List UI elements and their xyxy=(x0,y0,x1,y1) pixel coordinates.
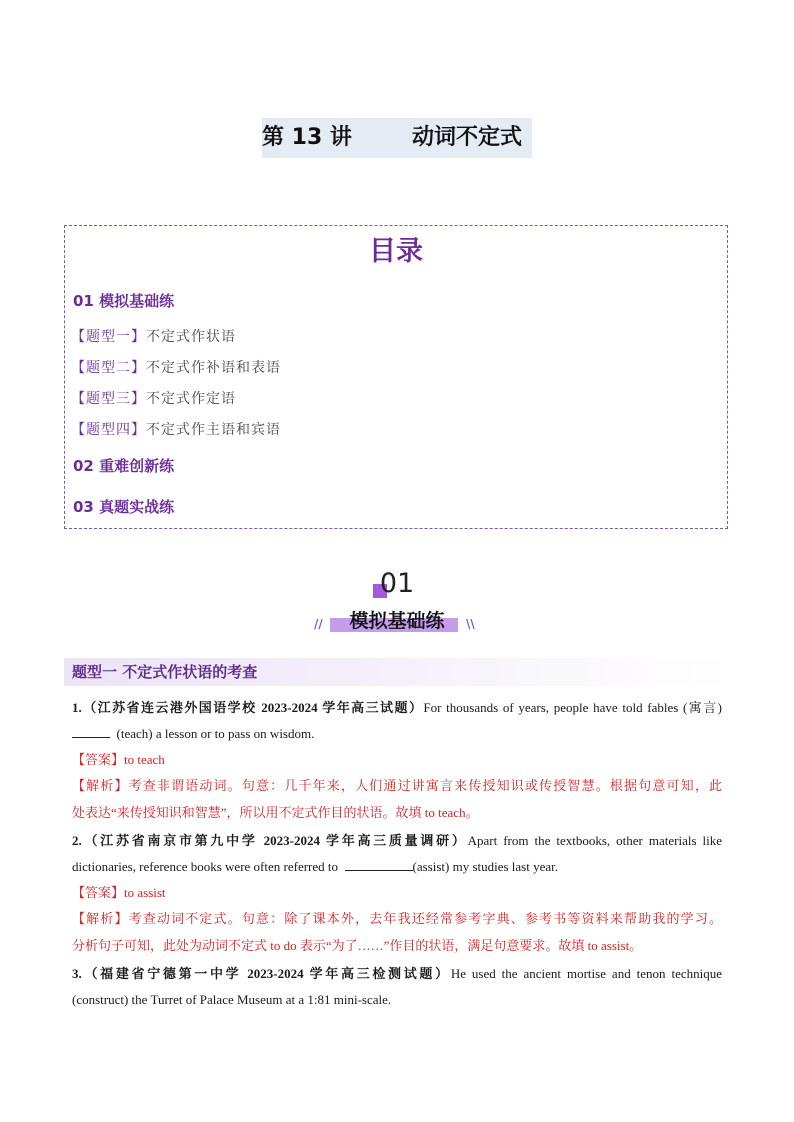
section-right-mark: \\ xyxy=(466,617,475,631)
question-1-answer xyxy=(72,751,722,769)
question-2-answer xyxy=(72,884,722,902)
toc-item-type-4[interactable] xyxy=(71,419,281,439)
question-number: 2. xyxy=(72,833,82,848)
answer-blank[interactable] xyxy=(345,858,413,871)
toc-item-type-1[interactable] xyxy=(71,326,236,346)
toc-item-type-2[interactable] xyxy=(71,357,281,377)
question-1-analysis-line-2: 处表达“来传授知识和智慧”，所以用不定式作目的状语。故填 to teach。 xyxy=(72,805,479,820)
question-text: For thousands of years, people have told fables (寓言) xyxy=(423,700,722,715)
question-source: （福建省宁德第一中学 2023-2024 学年高三检测试题） xyxy=(81,966,451,981)
question-number: 3. xyxy=(72,966,82,981)
question-1-line-1 xyxy=(72,699,722,717)
toc-item-text: 不定式作状语 xyxy=(146,329,236,345)
toc-section-03[interactable]: 03 真题实战练 xyxy=(73,498,175,516)
analysis-label: 【解析】 xyxy=(72,778,129,793)
section-number: 01 xyxy=(379,568,415,599)
question-3-line-1 xyxy=(72,965,722,983)
table-of-contents xyxy=(64,225,728,529)
question-1-analysis-line-1 xyxy=(72,777,722,795)
question-text: (assist) my studies last year. xyxy=(412,859,559,874)
answer-value: to teach xyxy=(124,752,165,767)
question-2-analysis-line-1 xyxy=(72,910,722,928)
question-source: （江苏省南京市第九中学 2023-2024 学年高三质量调研） xyxy=(81,833,468,848)
answer-blank[interactable] xyxy=(72,725,110,738)
analysis-text: 考查非谓语动词。句意：几千年来，人们通过讲寓言来传授知识或传授智慧。根据句意可知，此 xyxy=(128,778,722,793)
question-2-analysis-line-2: 分析句子可知，此处为动词不定式 to do 表示“为了……”作目的状语，满足句意要求。故填 to assist。 xyxy=(72,938,643,953)
question-text: He used the ancient mortise and tenon technique xyxy=(450,966,722,981)
lecture-number: 第 13 讲 xyxy=(262,125,352,150)
page-title xyxy=(262,118,532,158)
question-2-line-2 xyxy=(72,858,722,876)
question-number: 1. xyxy=(72,700,82,715)
answer-value: to assist xyxy=(124,885,166,900)
question-3-line-2: (construct) the Turret of Palace Museum at a 1:81 mini-scale. xyxy=(72,992,392,1007)
question-1-line-2 xyxy=(72,725,722,743)
question-type-heading: 题型一 不定式作状语的考查 xyxy=(64,658,728,686)
toc-section-01[interactable]: 01 模拟基础练 xyxy=(73,292,175,310)
toc-item-type-3[interactable] xyxy=(71,388,236,408)
analysis-text: 考查动词不定式。句意：除了课本外，去年我还经常参考字典、参考书等资料来帮助我的学习。 xyxy=(128,911,722,926)
toc-item-tag: 【题型三】 xyxy=(71,391,146,407)
answer-label: 【答案】 xyxy=(72,752,125,767)
question-text: (teach) a lesson or to pass on wisdom. xyxy=(116,726,315,741)
question-source: （江苏省连云港外国语学校 2023-2024 学年高三试题） xyxy=(81,700,424,715)
analysis-label: 【解析】 xyxy=(72,911,129,926)
toc-item-tag: 【题型二】 xyxy=(71,360,146,376)
section-name: 模拟基础练 xyxy=(349,610,445,632)
toc-item-tag: 【题型一】 xyxy=(71,329,146,345)
toc-heading: 目录 xyxy=(369,236,423,267)
question-2-line-1 xyxy=(72,832,722,850)
toc-item-tag: 【题型四】 xyxy=(71,422,146,438)
toc-item-text: 不定式作主语和宾语 xyxy=(146,422,281,438)
section-left-mark: // xyxy=(314,617,323,631)
toc-item-text: 不定式作定语 xyxy=(146,391,236,407)
answer-label: 【答案】 xyxy=(72,885,125,900)
lecture-topic: 动词不定式 xyxy=(412,125,523,150)
toc-item-text: 不定式作补语和表语 xyxy=(146,360,281,376)
toc-section-02[interactable]: 02 重难创新练 xyxy=(73,457,175,475)
question-text: dictionaries, reference books were often referred to xyxy=(72,859,338,874)
question-text: Apart from the textbooks, other materials like xyxy=(467,833,722,848)
